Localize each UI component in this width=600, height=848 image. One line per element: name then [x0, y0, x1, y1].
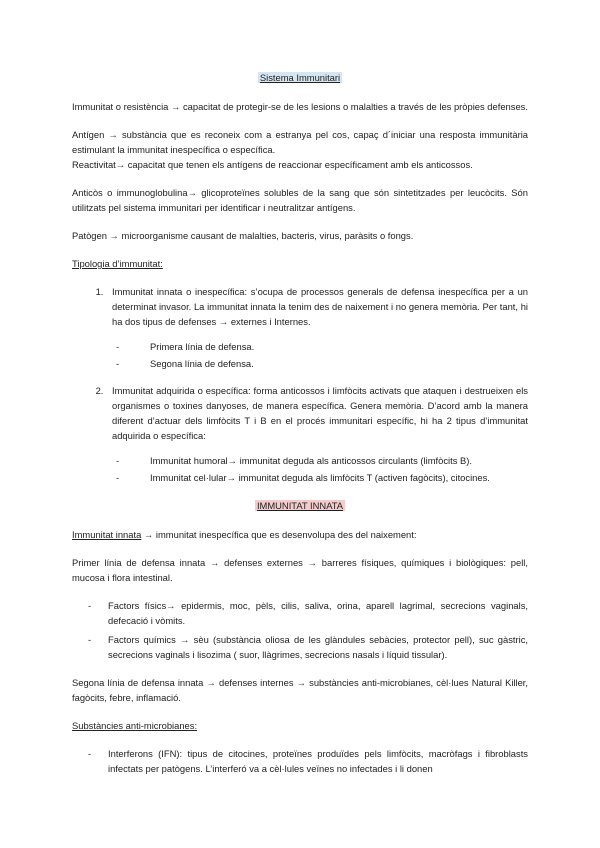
- list-item: - Immunitat cel·lular→ immunitat deguda als limfòcits T (activen fagòcits), citocines.: [112, 470, 528, 485]
- innata-rest: → immunitat inespecífica que es desenvolupa des del naixement:: [143, 529, 417, 540]
- list-item: [106, 284, 528, 371]
- paragraph-anticos: Anticòs o immunoglobulina→ glicoproteïnes solubles de la sang que són sintetitzades per leucòcits. Són utilitzats pel sistema immunitari per identificar i neutralitzar antígens.: [72, 187, 528, 213]
- substancies-heading: Substàncies anti-microbianes:: [72, 720, 198, 731]
- list-item: - Factors físics→ epidermis, moc, pèls, cilis, saliva, orina, aparell lagrimal, secrecions vaginals, defecació i vòmits.: [72, 598, 528, 628]
- paragraph-reactivitat: Reactivitat→ capacitat que tenen els antígens de reaccionar específicament amb els anticossos.: [72, 159, 473, 170]
- list-item: - Factors químics → sèu (substància oliosa de les glàndules sebàcies, protector pell), suc gàstric, secrecions vaginals i lisozima ( suor, llàgrimes, secrecions nasals i líquid tissular).: [72, 632, 528, 662]
- list-item: - Immunitat humoral→ immunitat deguda als anticossos circulants (limfòcits B).: [112, 453, 528, 468]
- paragraph-innata: [72, 527, 528, 542]
- paragraph-segona-linia: Segona línia de defensa innata → defenses internes → substàncies anti-microbianes, cèl·lues Natural Killer, fagòcits, febre, inflamació.: [72, 677, 528, 703]
- paragraph-immunitat: Immunitat o resistència → capacitat de protegir-se de les lesions o malalties a través de les pròpies defenses.: [72, 101, 528, 112]
- item2-sublist: [112, 453, 528, 485]
- list-item: - Primera línia de defensa.: [112, 339, 528, 354]
- item2-text: Immunitat adquirida o específica: forma anticossos i limfòcits activats que ataquen i destrueixen els organismes o toxines danyoses, de manera específica. Genera memòria. D’acord amb la manera diferent d’actuar dels limfòcits T i B en el procés immunitari específic, hi ha 2 tipus d’immunitat adquirida o específica:: [112, 385, 528, 441]
- factors-list: [72, 598, 528, 662]
- paragraph-antigen: Antígen → substància que es reconeix com a estranya pel cos, capaç d´iniciar una resposta immunitària estimulant la immunitat inespecífica o específica.: [72, 129, 528, 155]
- innata-label: Immunitat innata: [72, 529, 142, 540]
- document-page: [72, 70, 528, 789]
- item1-text: Immunitat innata o inespecífica: s’ocupa de processos generals de defensa inespecífica per a un determinat invasor. La immunitat innata la tenim des de naixement i no genera memòria. Per tant, hi ha dos tipus de defenses → externes i Internes.: [112, 286, 528, 327]
- section-title-innata: IMMUNITAT INNATA: [256, 500, 344, 511]
- tipologia-heading: Tipologia d’immunitat:: [72, 258, 163, 269]
- list-item: - Interferons (IFN): tipus de citocines, proteïnes produïdes pels limfòcits, macròfags i fibroblasts infectats per patògens. L’interferó va a cèl·lules veïnes no infectades i li donen: [72, 746, 528, 776]
- paragraph-primer-linia: Primer línia de defensa innata → defenses externes → barreres físiques, químiques i biològiques: pell, mucosa i flora intestinal.: [72, 557, 528, 583]
- list-item: - Segona línia de defensa.: [112, 356, 528, 371]
- list-item: [106, 383, 528, 485]
- paragraph-patogen: Patògen → microorganisme causant de malalties, bacteris, virus, paràsits o fongs.: [72, 230, 414, 241]
- item1-sublist: [112, 339, 528, 371]
- document-title: Sistema Immunitari: [259, 72, 341, 83]
- tipologia-list: [72, 284, 528, 485]
- substancies-list: [72, 746, 528, 776]
